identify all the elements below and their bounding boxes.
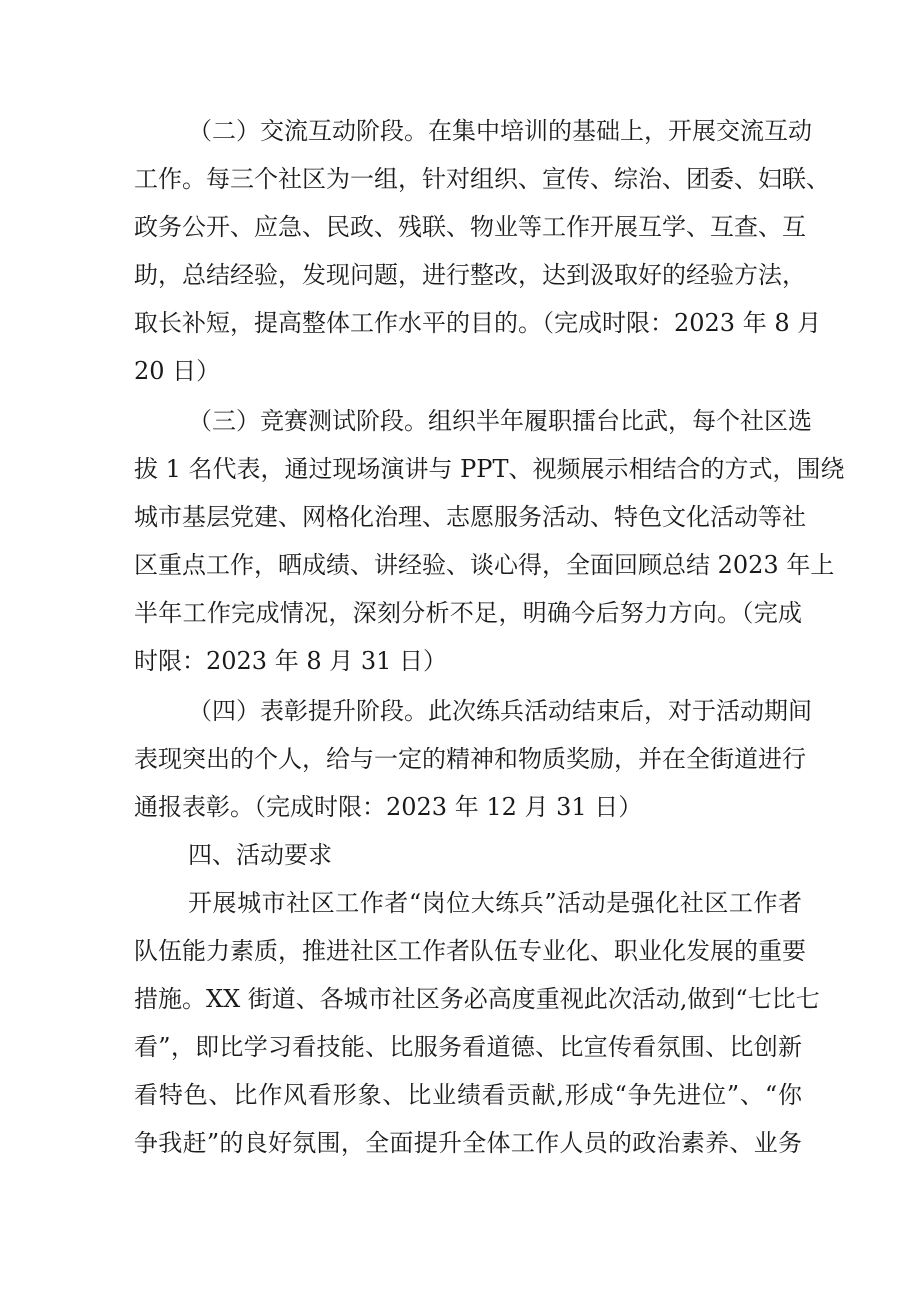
paragraph-3-line-3: 城市基层党建、网格化治理、志愿服务活动、特色文化活动等社 (134, 503, 806, 531)
paragraph-2-line-4: 助，总结经验，发现问题，进行整改，达到汲取好的经验方法， (134, 261, 806, 289)
paragraph-2-line-3: 政务公开、应急、民政、残联、物业等工作开展互学、互查、互 (134, 213, 806, 241)
paragraph-4-line-1: （四）表彰提升阶段。此次练兵活动结束后，对于活动期间 (188, 697, 812, 725)
paragraph-3-line-4: 区重点工作，晒成绩、讲经验、谈心得，全面回顾总结 2023 年上 (134, 551, 835, 579)
paragraph-3-line-1: （三）竞赛测试阶段。组织半年履职擂台比武，每个社区选 (188, 407, 812, 435)
paragraph-5-line-4: 看”，即比学习看技能、比服务看道德、比宣传看氛围、比创新 (134, 1033, 802, 1061)
paragraph-5-line-3: 措施。XX 街道、各城市社区务必高度重视此次活动,做到“七比七 (134, 985, 820, 1013)
paragraph-2-line-1: （二）交流互动阶段。在集中培训的基础上，开展交流互动 (188, 117, 812, 145)
paragraph-2-line-2: 工作。每三个社区为一组，针对组织、宣传、综治、团委、妇联、 (134, 165, 830, 193)
paragraph-5-line-5: 看特色、比作风看形象、比业绩看贡献,形成“争先进位”、“你 (134, 1081, 802, 1109)
paragraph-4-line-3: 通报表彰。（完成时限：2023 年 12 月 31 日） (134, 793, 643, 821)
paragraph-3-line-6: 时限：2023 年 8 月 31 日） (134, 647, 448, 675)
paragraph-4-line-2: 表现突出的个人，给与一定的精神和物质奖励，并在全街道进行 (134, 745, 806, 773)
paragraph-5-line-2: 队伍能力素质，推进社区工作者队伍专业化、职业化发展的重要 (134, 937, 806, 965)
paragraph-2-line-5: 取长补短，提高整体工作水平的目的。（完成时限：2023 年 8 月 (134, 309, 822, 337)
paragraph-5-line-1: 开展城市社区工作者“岗位大练兵”活动是强化社区工作者 (188, 889, 802, 917)
paragraph-5-line-6: 争我赶”的良好氛围，全面提升全体工作人员的政治素养、业务 (134, 1129, 802, 1157)
section-heading: 四、活动要求 (188, 841, 332, 869)
paragraph-3-line-5: 半年工作完成情况，深刻分析不足，明确今后努力方向。（完成 (134, 599, 802, 627)
paragraph-3-line-2: 拔 1 名代表，通过现场演讲与 PPT、视频展示相结合的方式，围绕 (134, 455, 845, 483)
paragraph-2-line-6: 20 日） (134, 357, 221, 385)
